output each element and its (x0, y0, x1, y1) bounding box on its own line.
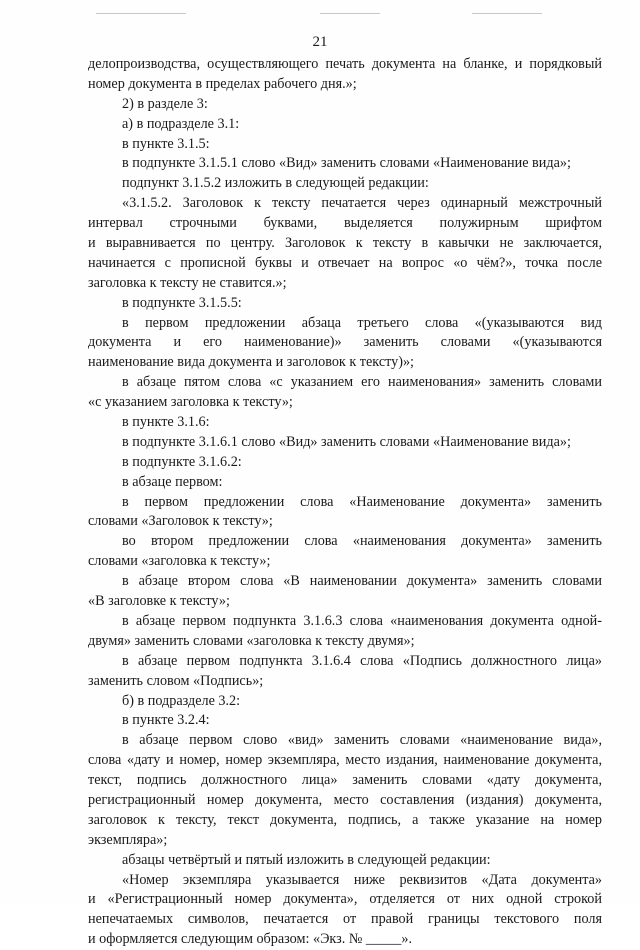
text-line: и «Регистрационный номер документа», отделяется от них одной строкой (88, 891, 602, 908)
text-line: б) в подразделе 3.2: (122, 692, 241, 709)
text-line: в абзаце первом подпункта 3.1.6.4 слова «Подпись должностного лица» (122, 652, 602, 669)
text-line: текст, подпись должностного лица» заменить словами «дату документа, (88, 772, 602, 789)
text-line: в абзаце пятом слова «с указанием его наименования» заменить словами (122, 374, 602, 391)
text-line: двумя» заменить словами «заголовка к тексту двумя»; (88, 632, 415, 649)
text-line: номер документа в пределах рабочего дня.»; (88, 75, 357, 92)
text-line: в подпункте 3.1.5.1 слово «Вид» заменить словами «Наименование вида»; (122, 155, 571, 172)
text-line: абзацы четвёртый и пятый изложить в следующей редакции: (122, 851, 491, 868)
text-line: и оформляется следующим образом: «Экз. № _____». (88, 931, 413, 948)
text-line: наименование вида документа и заголовок к тексту)»; (88, 354, 414, 371)
text-line: в пункте 3.1.5: (122, 135, 210, 152)
text-line: начинается с прописной буквы и отвечает на вопрос «о чём?», точка после (88, 254, 602, 271)
text-line: в подпункте 3.1.5.5: (122, 294, 242, 311)
document-body (88, 55, 602, 950)
text-line: а) в подразделе 3.1: (122, 115, 240, 132)
text-line: «3.1.5.2. Заголовок к тексту печатается через одинарный межстрочный (122, 195, 602, 212)
text-line: в пункте 3.2.4: (122, 712, 210, 729)
text-line: экземпляра»; (88, 831, 168, 848)
text-line: непечатаемых символов, печатается от правой границы текстового поля (88, 911, 602, 928)
scan-artifact (320, 13, 380, 14)
text-line: словами «заголовка к тексту»; (88, 553, 271, 570)
text-line: в первом предложении абзаца третьего слова «(указываются вид (122, 314, 602, 331)
text-line: «с указанием заголовка к тексту»; (88, 394, 293, 411)
text-line: подпункт 3.1.5.2 изложить в следующей редакции: (122, 175, 429, 192)
text-line: во втором предложении слова «наименования документа» заменить (122, 533, 602, 550)
page-number: 21 (312, 34, 328, 50)
text-line: словами «Заголовок к тексту»; (88, 513, 273, 530)
scan-artifact (472, 13, 542, 14)
text-line: в абзаце первом подпункта 3.1.6.3 слова «наименования документа одной- (122, 612, 602, 629)
text-line: в подпункте 3.1.6.2: (122, 453, 242, 470)
scan-artifact (96, 13, 186, 14)
text-line: делопроизводства, осуществляющего печать документа на бланке, и порядковый (88, 56, 602, 72)
text-line: заголовка к тексту не ставится.»; (88, 274, 287, 291)
text-line: и выравнивается по центру. Заголовок к тексту в кавычки не заключается, (88, 235, 602, 252)
text-line: в абзаце первом: (122, 473, 223, 490)
text-line: «В заголовке к тексту»; (88, 593, 230, 610)
text-line: в первом предложении слова «Наименование документа» заменить (122, 493, 602, 510)
text-line: «Номер экземпляра указывается ниже реквизитов «Дата документа» (122, 871, 602, 888)
text-line: в абзаце первом слово «вид» заменить словами «наименование вида», (122, 732, 602, 749)
text-line: в пункте 3.1.6: (122, 414, 210, 431)
text-line: в подпункте 3.1.6.1 слово «Вид» заменить словами «Наименование вида»; (122, 433, 571, 450)
text-line: слова «дату и номер, номер экземпляра, место издания, наименование документа, (88, 752, 602, 769)
text-line: документа и его наименование)» заменить словами «(указываются (88, 334, 602, 351)
text-line: в абзаце втором слова «В наименовании документа» заменить словами (122, 573, 602, 590)
text-line: заголовок к тексту, текст документа, подпись, а также указание на номер (88, 811, 602, 828)
text-line: интервал строчными буквами, выделяется полужирным шрифтом (88, 215, 602, 232)
text-line: регистрационный номер документа, место составления (издания) документа, (88, 791, 602, 808)
text-line: 2) в разделе 3: (122, 95, 208, 112)
text-line: заменить словом «Подпись»; (88, 672, 264, 689)
